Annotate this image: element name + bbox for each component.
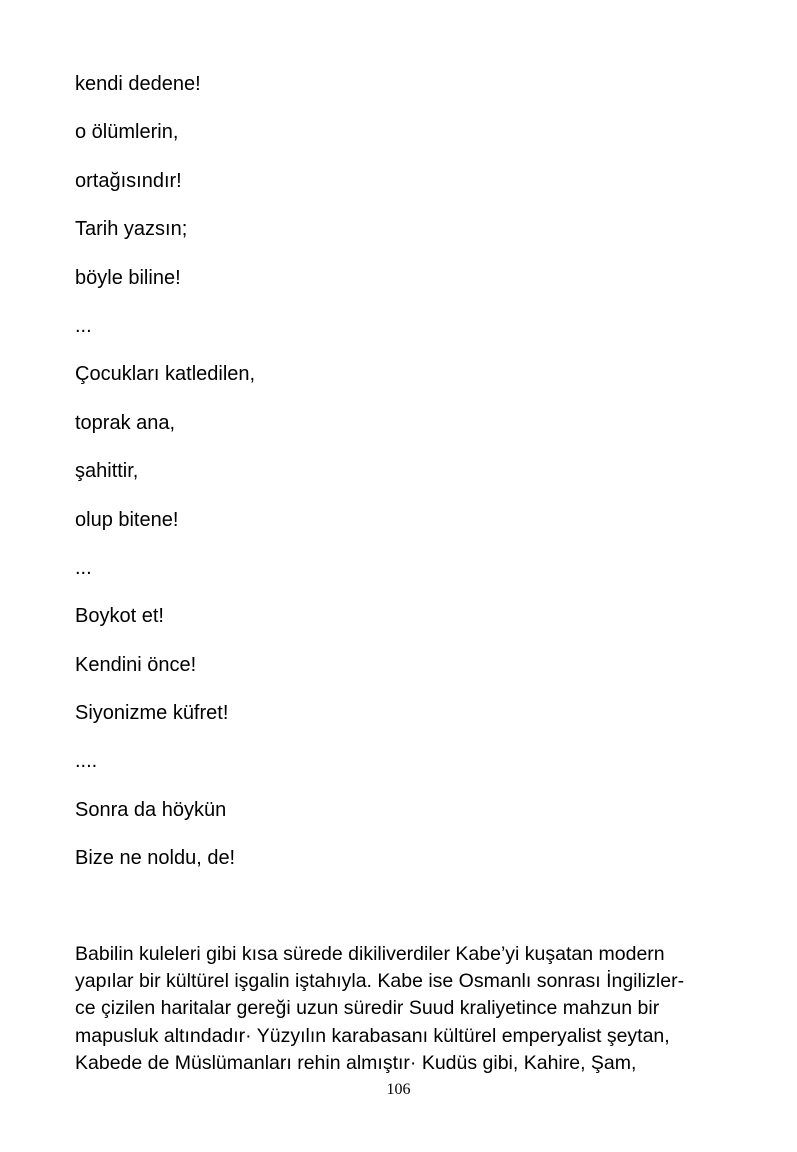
poem-line: kendi dedene! — [75, 73, 201, 95]
poem-line: Kendini önce! — [75, 653, 197, 676]
poem-line: Sonra da höykün — [75, 798, 227, 821]
poem-line: ... — [75, 556, 92, 579]
poem-line: Çocukları katledilen, — [75, 363, 256, 386]
poem-line: ortağısındır! — [75, 169, 182, 192]
poem — [75, 60, 255, 883]
poem-line: Boykot et! — [75, 605, 164, 628]
poem-line: böyle biline! — [75, 266, 181, 289]
body-paragraph — [75, 941, 755, 1077]
poem-line: ... — [75, 314, 92, 337]
poem-line: olup bitene! — [75, 508, 179, 531]
page-number: 106 — [386, 1081, 411, 1098]
poem-line: toprak ana, — [75, 411, 176, 434]
poem-line: Siyonizme küfret! — [75, 702, 229, 725]
paragraph-line: Kabede de Müslümanları rehin almıştır· Kudüs gibi, Kahire, Şam, — [75, 1051, 637, 1074]
poem-line: şahittir, — [75, 460, 139, 483]
poem-line: o ölümlerin, — [75, 121, 179, 144]
paragraph-line: ce çizilen haritalar gereği uzun süredir Suud kraliyetince mahzun bir — [75, 997, 660, 1020]
paragraph-line: mapusluk altındadır· Yüzyılın karabasanı kültürel emperyalist şeytan, — [75, 1024, 670, 1047]
poem-line: Bize ne noldu, de! — [75, 847, 236, 870]
poem-line: .... — [75, 750, 98, 773]
poem-line: Tarih yazsın; — [75, 218, 188, 241]
paragraph-line: yapılar bir kültürel işgalin iştahıyla. Kabe ise Osmanlı sonrası İngilizler- — [75, 970, 685, 993]
paragraph-line: Babilin kuleleri gibi kısa sürede dikiliverdiler Kabe’yi kuşatan modern — [75, 943, 665, 965]
